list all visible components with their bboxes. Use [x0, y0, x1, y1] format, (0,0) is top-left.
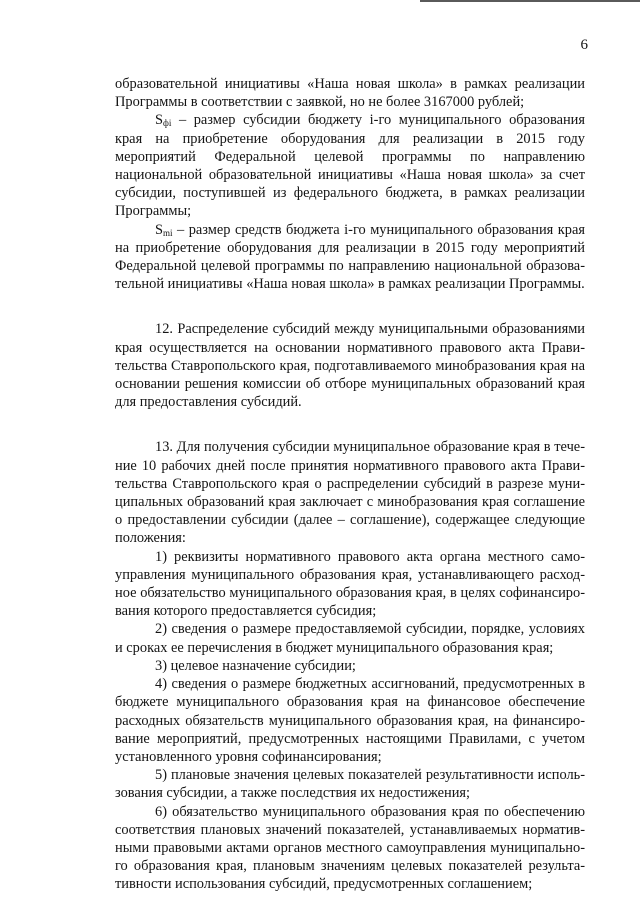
top-rule — [420, 0, 640, 2]
definition-text: – размер средств бюджета i-го муниципального образования края на приобретение оборудования для реализации в 2015 году мероприятий Федеральной целевой программы по направлению национальной образовательной инициативы «Наша новая школа» в рамках реализации Программы. — [115, 221, 585, 293]
list-item-2: 2) сведения о размере предоставляемой субсидии, порядке, условиях и сроках ее перечисления в бюджет муниципального образования края; — [115, 621, 585, 656]
page-number: 6 — [580, 37, 588, 53]
list-item-3: 3) целевое назначение субсидии; — [155, 657, 356, 674]
definition-text: – размер субсидии бюджету i-го муниципального образования края на приобретение оборудования для реализации в 2015 году мероприятий Федеральной целевой программы по направлению национальной образовательной инициативы «Наша новая школа» за счет субсидии, поступившей из федерального бюджета, в рамках реализации Программы; — [115, 112, 585, 220]
list-item-4: 4) сведения о размере бюджетных ассигнований, предусмотренных в бюджете муниципального образования края на финансовое обеспечение расходных обязательств муниципального образования края, на финансирование мероприятий, предусмотренных настоящими Правилами, с учетом установленного уровня софинансирования; — [115, 676, 585, 765]
symbol-s: S — [155, 221, 164, 238]
symbol-subscript: фі — [163, 118, 172, 129]
body-text — [115, 75, 585, 894]
list-item-1: 1) реквизиты нормативного правового акта органа местного самоуправления муниципального образования края, устанавливающего расходное обязательство муниципального образования края, в целях софинансирования которого предоставляется субсидия; — [115, 548, 585, 620]
list-item-6: 6) обязательство муниципального образования края по обеспечению соответствия плановых значений показателей, устанавливаемых нормативными правовыми актами органов местного самоуправления муниципального образования края, плановым значениям целевых показателей результативности использования субсидий, предусмотренных соглашением; — [115, 803, 585, 893]
paragraph-sfi-definition — [115, 111, 585, 220]
symbol-s: S — [155, 112, 164, 129]
paragraph-continuation: образовательной инициативы «Наша новая школа» в рамках реализации Программы в соответствии с заявкой, но не более 3167000 рублей; — [115, 76, 585, 111]
list-item-5: 5) плановые значения целевых показателей результативности использования субсидии, а также последствия их недостижения; — [115, 767, 585, 802]
paragraph-12: 12. Распределение субсидий между муниципальными образованиями края осуществляется на основании нормативного правового акта Правительства Ставропольского края, подготавливаемого минобразования края на основании решения комиссии об отборе муниципальных образований края для предоставления субсидий. — [115, 321, 585, 411]
paragraph-smi-definition — [115, 221, 585, 294]
symbol-subscript: mi — [163, 227, 173, 238]
paragraph-13: 13. Для получения субсидии муниципальное образование края в течение 10 рабочих дней после принятия нормативного правового акта Правительства Ставропольского края о распределении субсидий в разрезе муниципальных образований края заключает с минобразования края соглашение о предоставлении субсидии (далее – соглашение), содержащее следующие положения: — [115, 439, 585, 547]
